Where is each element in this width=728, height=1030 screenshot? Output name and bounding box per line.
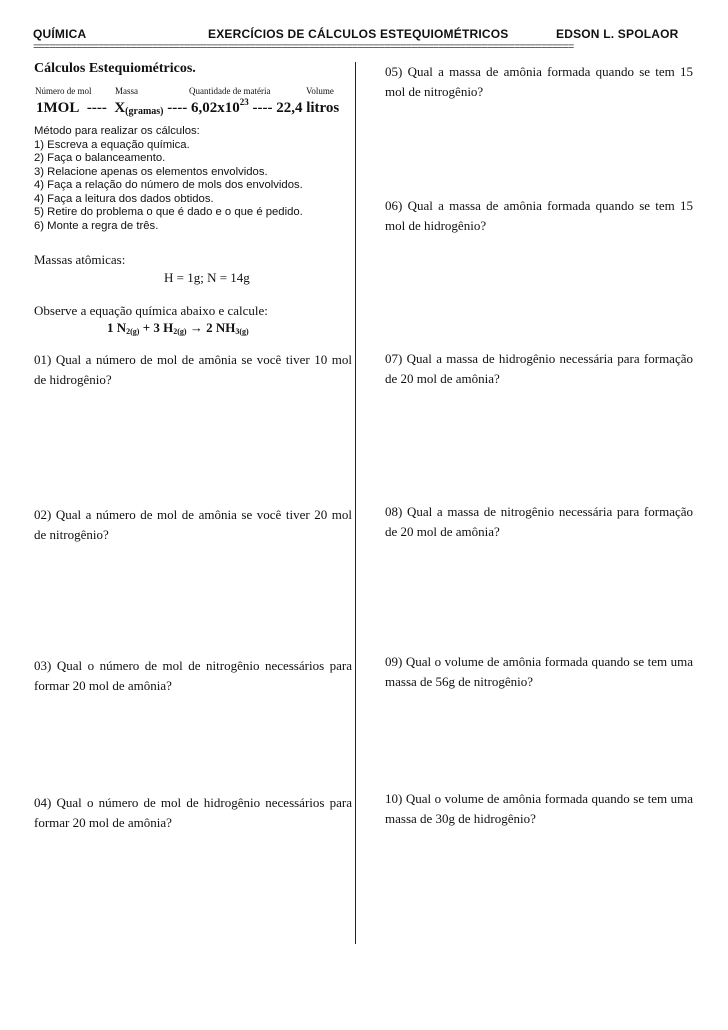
- method-step: 3) Relacione apenas os elementos envolvidos.: [34, 165, 268, 178]
- observe-text: Observe a equação química abaixo e calcule:: [34, 303, 268, 318]
- label-quantidade: Quantidade de matéria: [189, 86, 271, 96]
- method-step: 6) Monte a regra de três.: [34, 219, 159, 232]
- header-author: EDSON L. SPOLAOR: [556, 27, 679, 41]
- column-divider: [355, 62, 356, 944]
- method-step: 4) Faça a leitura dos dados obtidos.: [34, 192, 214, 205]
- question-10: 10) Qual o volume de amônia formada quando se tem uma massa de 30g de hidrogênio?: [385, 791, 693, 826]
- question-06: 06) Qual a massa de amônia formada quando se tem 15 mol de hidrogênio?: [385, 198, 693, 233]
- header-title: EXERCÍCIOS DE CÁLCULOS ESTEQUIOMÉTRICOS: [208, 27, 509, 41]
- masses-values: H = 1g; N = 14g: [164, 270, 250, 285]
- label-massa: Massa: [115, 86, 138, 96]
- method-list: [34, 125, 352, 233]
- question-09: 09) Qual o volume de amônia formada quando se tem uma massa de 56g de nitrogênio?: [385, 654, 693, 689]
- intro-heading: Cálculos Estequiométricos.: [34, 61, 196, 76]
- question-02: 02) Qual a número de mol de amônia se você tiver 20 mol de nitrogênio?: [34, 507, 352, 542]
- header-subject: QUÍMICA: [33, 27, 87, 41]
- question-03: 03) Qual o número de mol de nitrogênio necessários para formar 20 mol de amônia?: [34, 658, 352, 693]
- question-07: 07) Qual a massa de hidrogênio necessária para formação de 20 mol de amônia?: [385, 351, 693, 386]
- label-mol: Número de mol: [35, 86, 92, 96]
- masses-title: Massas atômicas:: [34, 252, 126, 267]
- unit-mol: 1MOL: [36, 100, 80, 116]
- unit-massa: X: [114, 100, 126, 116]
- unit-avogadro: 6,02x10: [190, 100, 240, 116]
- question-08: 08) Qual a massa de nitrogênio necessária para formação de 20 mol de amônia?: [385, 504, 693, 539]
- method-step: 1) Escreva a equação química.: [34, 138, 190, 151]
- question-04: 04) Qual o número de mol de hidrogênio necessários para formar 20 mol de amônia?: [34, 795, 352, 830]
- question-01: 01) Qual a número de mol de amônia se você tiver 10 mol de hidrogênio?: [34, 352, 352, 387]
- header-separator: ====================================================================================================: [33, 42, 574, 54]
- unit-volume: 22,4 litros: [276, 100, 340, 116]
- method-step: 4) Faça a relação do número de mols dos envolvidos.: [34, 179, 303, 191]
- chemical-equation: 1 $N_{2(g)} + 3$ $H_{2(g)} \to 2$ $NH_{3(g)}$: [107, 320, 249, 336]
- method-step: 2) Faça o balanceamento.: [34, 152, 166, 164]
- method-step: 5) Retire do problema o que é dado e o que é pedido.: [34, 206, 303, 218]
- question-05: 05) Qual a massa de amônia formada quando se tem 15 mol de nitrogênio?: [385, 64, 693, 99]
- label-volume: Volume: [306, 86, 334, 96]
- method-title: Método para realizar os cálculos:: [34, 125, 200, 137]
- units-line: 1MOL ---- $X_{(gramas)}$ ---- $6,02x10^{23}$ ---- 22,4 litros: [36, 97, 340, 117]
